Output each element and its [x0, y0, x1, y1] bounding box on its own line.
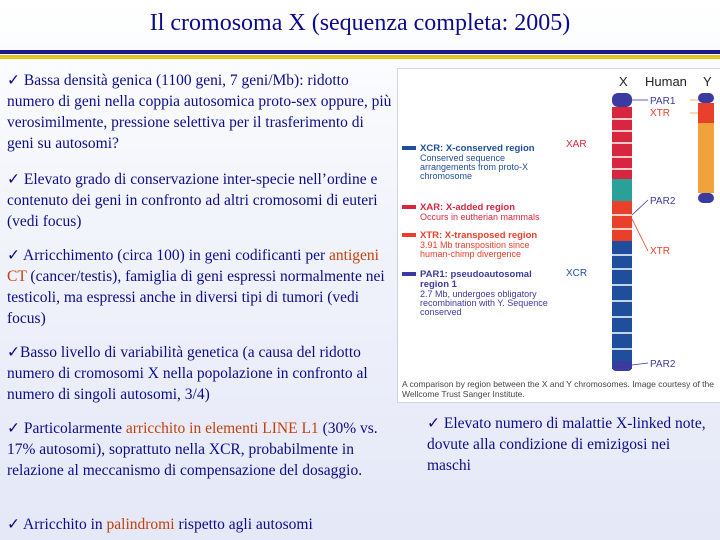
- legend-par1-title: PAR1: pseudoautosomal: [420, 269, 532, 280]
- y-xtr-segment: [698, 103, 714, 123]
- check-icon: ✓: [7, 247, 20, 264]
- legend-xcr-line: chromosome: [420, 171, 473, 181]
- check-icon: ✓: [7, 420, 20, 437]
- y-body-segment: [698, 123, 714, 193]
- legend-par1-line: recombination with Y. Sequence: [420, 298, 548, 308]
- check-icon: ✓: [7, 72, 20, 89]
- legend-xcr-line: Conserved sequence: [420, 153, 506, 163]
- legend-swatch-xtr: [402, 233, 416, 237]
- title-rule-yellow: [0, 55, 720, 59]
- highlight-text: antigeni CT: [7, 247, 379, 285]
- legend-xcr-title: XCR: X-conserved region: [420, 143, 535, 154]
- legend-xar-title: XAR: X-added region: [420, 202, 516, 213]
- header-x: X: [619, 74, 628, 89]
- bullet-text: Basso livello di variabilità genetica (a causa del ridotto numero di cromosomi X nella popolazione in confronto al numero di singoli autosomi, 3/4): [7, 344, 368, 403]
- legend-swatch-xar: [402, 205, 416, 209]
- bullet-line-l1: [7, 418, 392, 481]
- legend-swatch-xcr: [402, 146, 416, 150]
- header-human: Human: [645, 74, 687, 89]
- check-icon: ✓: [7, 516, 20, 533]
- bullet-text: Elevato grado di conservazione inter-specie nell’ordine e contenuto dei geni in confronto ad altri cromosomi di euteri (vedi focus): [7, 171, 378, 230]
- region-legend: [402, 143, 548, 317]
- label-xtr-mid: XTR: [650, 246, 670, 257]
- check-icon: ✓: [427, 415, 440, 432]
- check-icon: ✓: [7, 171, 20, 188]
- legend-xcr-line: arrangements from proto-X: [420, 162, 529, 172]
- x-par1-segment: [612, 93, 632, 107]
- header-y: Y: [703, 74, 712, 89]
- label-xtr-top: XTR: [650, 108, 670, 119]
- bullet-text: (30% vs. 17% autosomi), soprattuto nella XCR, probabilmente in relazione al meccanismo di compensazione del dosaggio.: [7, 420, 378, 479]
- chromosome-figure: [397, 68, 720, 403]
- bullet-palindromes: [7, 514, 392, 535]
- label-par1: PAR1: [650, 96, 676, 107]
- y-par2-segment: [698, 193, 714, 203]
- legend-xar-line: Occurs in eutherian mammals: [420, 212, 540, 222]
- bullet-text: Particolarmente: [20, 420, 126, 437]
- x-xcr-segment: [612, 241, 632, 369]
- figure-caption: A comparison by region between the X and Y chromosomes. Image courtesy of the Wellcome Trust Sanger Institute.: [402, 379, 715, 399]
- x-par2-segment: [612, 361, 632, 371]
- legend-swatch-par1: [402, 272, 416, 276]
- bullet-low-variability: [7, 342, 392, 405]
- x-chromosome: [612, 93, 632, 371]
- bullet-conservation: [7, 169, 392, 232]
- bullet-text: (cancer/testis), famiglia di geni espressi normalmente nei testicoli, ma espressi anche in diversi tipi di tumori (vedi focus): [7, 268, 385, 327]
- bullet-text: rispetto agli autosomi: [174, 516, 313, 533]
- bullet-text: Arricchito in: [20, 516, 107, 533]
- bullet-text: Arricchimento (circa 100) in geni codificanti per: [20, 247, 330, 264]
- bullet-text: Bassa densità genica (1100 geni, 7 geni/Mb): ridotto numero di geni nella coppia autosomica proto-sex oppure, più verosimilmente, pressione selettiva per il trasferimento di geni su autosomi?: [7, 72, 392, 152]
- y-chromosome: [698, 93, 714, 203]
- bullet-x-linked-diseases: [427, 413, 717, 476]
- label-par2-mid: PAR2: [650, 196, 676, 207]
- x-teal-segment: [612, 179, 632, 201]
- legend-par1-line: 2.7 Mb, undergoes obligatory: [420, 289, 537, 299]
- highlight-text: palindromi: [106, 516, 175, 533]
- y-par1-segment: [698, 93, 714, 103]
- bullet-ct-antigens: [7, 245, 392, 329]
- legend-par1-line: conserved: [420, 307, 462, 317]
- legend-xtr-title: XTR: X-transposed region: [420, 230, 538, 241]
- label-xcr: XCR: [566, 268, 588, 279]
- bullet-gene-density: [7, 70, 392, 154]
- legend-xtr-line: human-chimp divergence: [420, 249, 522, 259]
- check-icon: ✓: [7, 344, 20, 361]
- title-rule-blue: [0, 50, 720, 54]
- x-xtr-segment: [612, 201, 632, 241]
- highlight-text: arricchito in elementi LINE L1: [125, 420, 319, 437]
- label-par2-bottom: PAR2: [650, 359, 676, 370]
- bullet-text: Elevato numero di malattie X-linked note, dovute alla condizione di emizigosi nei maschi: [427, 415, 706, 474]
- label-xar: XAR: [566, 139, 587, 150]
- legend-xtr-line: 3.91 Mb transposition since: [420, 240, 530, 250]
- legend-par1-title: region 1: [420, 279, 457, 290]
- page-title: Il cromosoma X (sequenza completa: 2005): [149, 10, 571, 36]
